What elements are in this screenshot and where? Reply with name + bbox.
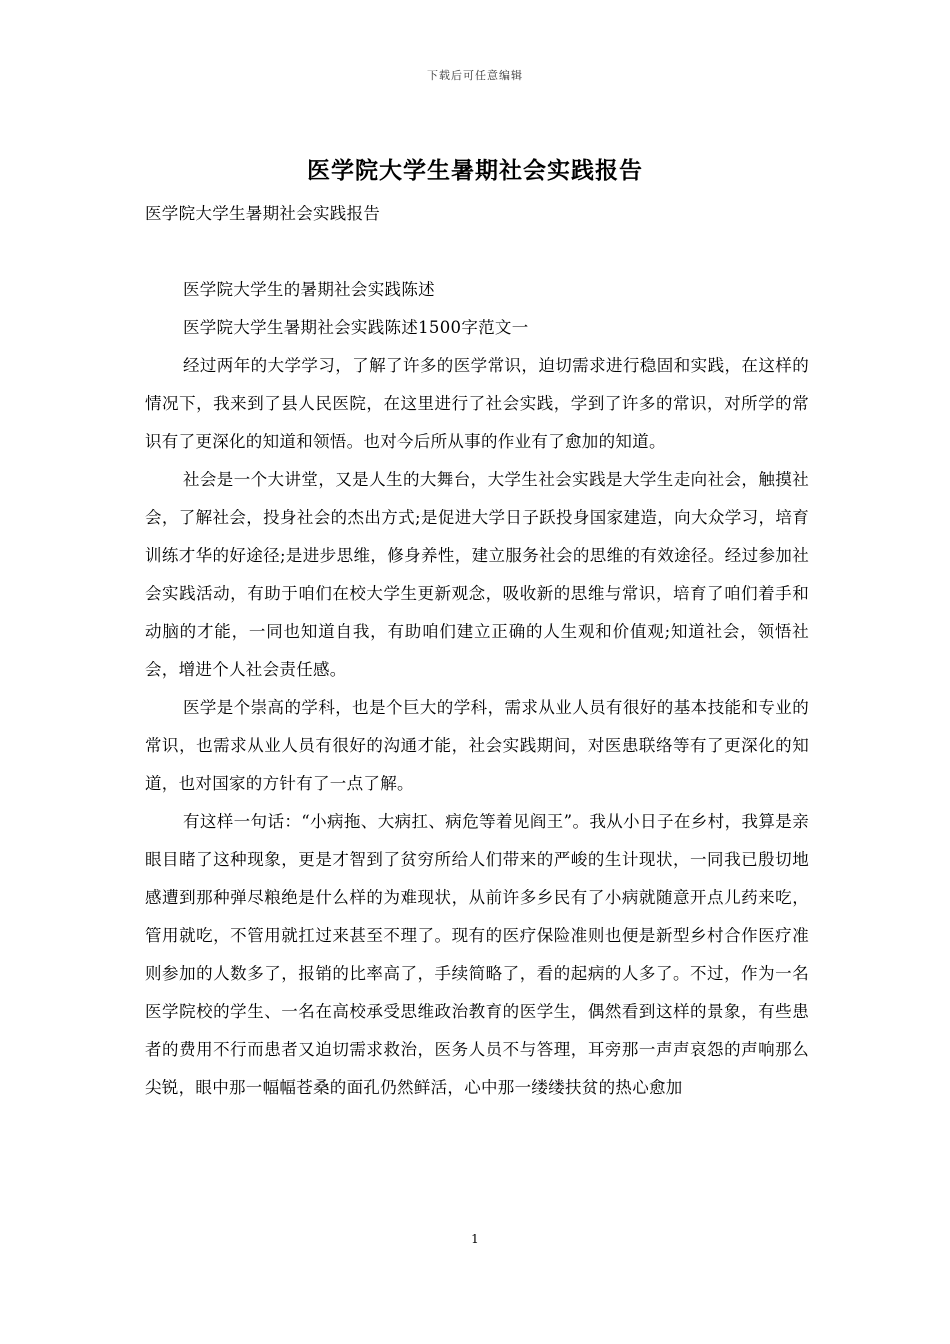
document-subtitle: 医学院大学生暑期社会实践报告 xyxy=(145,204,381,223)
section-subheading: 医学院大学生暑期社会实践陈述1500字范文一 xyxy=(182,318,529,337)
blank-line xyxy=(145,233,809,271)
document-title: 医学院大学生暑期社会实践报告 xyxy=(307,157,643,184)
body-paragraph: 有这样一句话：“小病拖、大病扛、病危等着见阎王”。我从小日子在乡村，我算是亲眼目睹了这种现象，更是才智到了贫穷所给人们带来的严峻的生计现状，一同我已殷切地感遭到那种弹尽粮绝是什么样的为难现状，从前许多乡民有了小病就随意开点儿药来吃，管用就吃，不管用就扛过来甚至不理了。现有的医疗保险准则也便是新型乡村合作医疗准则参加的人数多了，报销的比率高了，手续简略了，看的起病的人多了。不过，作为一名医学院校的学生、一名在高校承受思维政治教育的医学生，偶然看到这样的景象，有些患者的费用不行而患者又迫切需求救治，医务人员不与答理，耳旁那一声声哀怨的声响那么尖锐，眼中那一幅幅苍桑的面孔仍然鲜活，心中那一缕缕扶贫的热心愈加 xyxy=(145,812,809,1097)
page-header-note: 下载后可任意编辑 xyxy=(427,69,523,82)
page-number: 1 xyxy=(471,1232,479,1246)
body-paragraph: 经过两年的大学学习，了解了许多的医学常识，迫切需求进行稳固和实践，在这样的情况下，我来到了县人民医院，在这里进行了社会实践，学到了许多的常识，对所学的常识有了更深化的知道和领悟。也对今后所从事的作业有了愈加的知道。 xyxy=(145,356,809,451)
body-paragraph: 医学是个崇高的学科，也是个巨大的学科，需求从业人员有很好的基本技能和专业的常识，也需求从业人员有很好的沟通才能，社会实践期间，对医患联络等有了更深化的知道，也对国家的方针有了一点了解。 xyxy=(145,698,809,793)
body-paragraph: 社会是一个大讲堂，又是人生的大舞台，大学生社会实践是大学生走向社会，触摸社会，了解社会，投身社会的杰出方式;是促进大学日子跃投身国家建造，向大众学习，培育训练才华的好途径;是进步思维，修身养性，建立服务社会的思维的有效途径。经过参加社会实践活动，有助于咱们在校大学生更新观念，吸收新的思维与常识，培育了咱们着手和动脑的才能，一同也知道自我，有助咱们建立正确的人生观和价值观;知道社会，领悟社会，增进个人社会责任感。 xyxy=(145,470,809,679)
section-heading: 医学院大学生的暑期社会实践陈述 xyxy=(182,280,435,299)
document-body xyxy=(145,195,809,1107)
